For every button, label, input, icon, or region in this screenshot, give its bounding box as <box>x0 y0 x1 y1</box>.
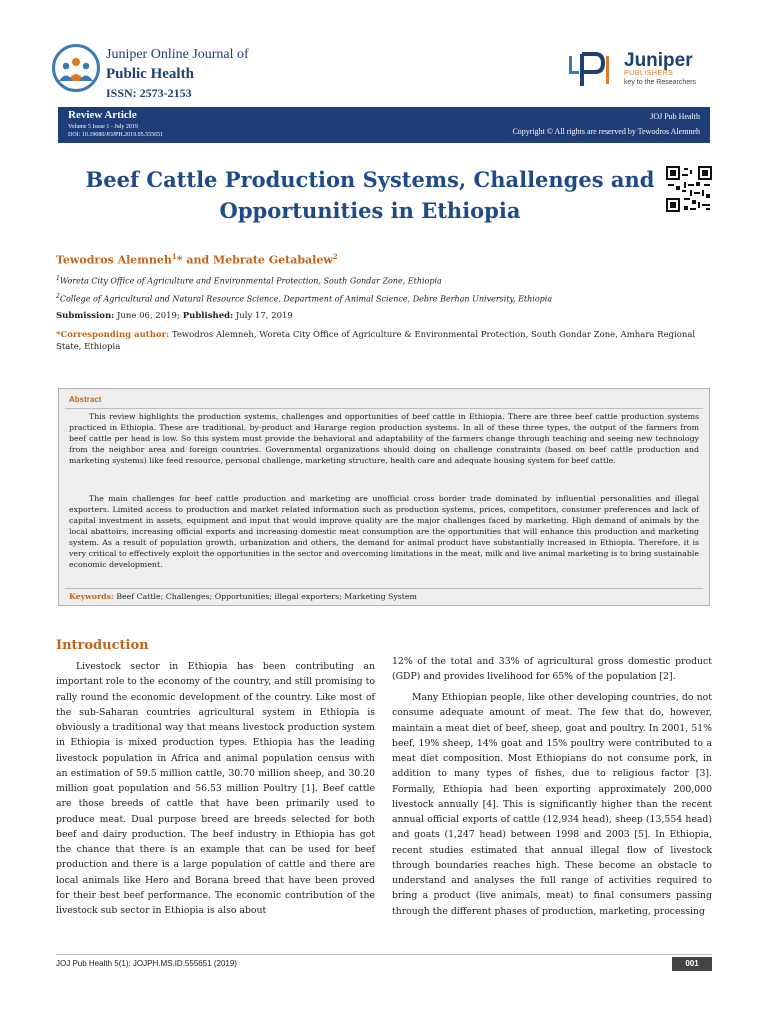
author-1-mark: * <box>176 253 183 267</box>
author-list <box>56 252 338 267</box>
author-1-sup: 1 <box>171 252 177 261</box>
jp-monogram-icon <box>568 50 620 90</box>
corresponding-author-label: *Corresponding author: <box>56 330 170 340</box>
volume-info: Volume 5 Issue 1 - July 2019 <box>68 124 138 130</box>
affiliation-2 <box>56 293 552 304</box>
author-2: and Mebrate Getabalew <box>182 253 333 267</box>
affiliation-1-sup: 1 <box>56 275 60 282</box>
introduction-heading: Introduction <box>56 638 149 653</box>
publisher-sub: PUBLISHERS <box>624 70 674 77</box>
intro-right-paragraph-1: 12% of the total and 33% of agricultural gross domestic product (GDP) and provides livelihood for 65% of the population [2]. <box>392 656 712 683</box>
footer-divider <box>56 954 712 955</box>
published-label: Published: <box>179 311 234 321</box>
published-date: July 17, 2019 <box>233 311 293 321</box>
affiliation-2-text: College of Agricultural and Natural Resource Science, Department of Animal Science, Debre Berhan University, Ethiopia <box>59 294 553 304</box>
abstract-divider <box>65 408 703 409</box>
article-info-band <box>58 107 710 143</box>
abstract-paragraph-2: The main challenges for beef cattle production and marketing are unofficial cross border trade dominated by influential personalities and illegal exporters. Limited access to production and market related information such as production systems, prices, competitors, consumer preferences and lack of capital investment in assets, equipment and input that would improve quality are the major challenges faced by marketing. High demand of animals by the local abattoirs, increasing official exports and increasing domestic meat consumption are the opportunities that will enhance this production and marketing system. As a result of population growth, urbanization and others, the demand for animal product have substantially increased in Ethiopia. Therefore, it is very critical to effectively exploit the opportunities in the sector and overcoming limitations in the meat, milk and live animal marketing is to bring sustainable economic development. <box>69 494 699 569</box>
intro-right-paragraph-2: Many Ethiopian people, like other developing countries, do not consume adequate amount of meat. The few that do, however, maintain a meat diet of beef, sheep, goat and poultry. In 2001, 51% beef, 19% sheep, 14% goat and 15% poultry were contributed to a meat diet composition. Most Ethiopians do not consume pork, in addition to many types of fishes, due to religious factor [3]. Formally, Ethiopia had been exporting approximately 200,000 livestock annually [4]. This is significantly higher than the recent annual official exports of cattle (12,934 head), sheep (13,554 head) and goats (1,247 head) between 1998 and 2003 [5]. In Ethiopia, recent studies estimated that annual illegal flow of livestock through boundaries reaches high. These become an obstacle to understand and analyses the full range of activities required to bring a product (live animals, meat) to final consumers passing through the different phases of production, marketing, processing <box>392 692 712 917</box>
page-number: 001 <box>672 957 712 971</box>
keywords <box>69 592 417 601</box>
keywords-text: Beef Cattle; Challenges; Opportunities; illegal exporters; Marketing System <box>113 592 417 601</box>
article-title: Beef Cattle Production Systems, Challenges and Opportunities in Ethiopia <box>85 167 655 223</box>
abstract-paragraph-1: This review highlights the production systems, challenges and opportunities of beef cattle in Ethiopia. There are three beef cattle production systems practiced in Ethiopia. These are traditional, by-product and Hararge region production systems. In all of these three types, the output of the farmers from beef cattle per head is low. So this system must provide the behavioral and adaptability of the farmers change through teaching and seeing new technology from the neighbor area and foreign countries. Governmental organizations should doing on challenge constraints (based on beef cattle production and marketing systems) like feed resource, personal challenge, marketing structure, health care and adequate housing system for beef cattle. <box>69 412 699 465</box>
affiliation-1 <box>56 275 442 286</box>
publisher-tagline: key to the Researchers <box>624 79 696 86</box>
affiliation-2-sup: 2 <box>56 293 60 300</box>
article-dates <box>56 311 293 321</box>
submission-label: Submission: <box>56 311 115 321</box>
journal-subject: Public Health <box>106 66 194 82</box>
qr-code-icon[interactable] <box>666 166 712 212</box>
doi-link[interactable]: DOI: 10.19080/JOJPH.2019.05.555651 <box>68 132 164 138</box>
keywords-divider <box>65 588 703 589</box>
affiliation-1-text: Woreta City Office of Agriculture and Environmental Protection, South Gondar Zone, Ethiopia <box>59 276 442 286</box>
journal-name: Juniper Online Journal of <box>106 47 249 62</box>
author-2-sup: 2 <box>332 252 338 261</box>
publisher-brand: Juniper <box>624 50 693 71</box>
journal-short-name: JOJ Pub Health <box>650 112 700 121</box>
keywords-label: Keywords: <box>69 592 114 601</box>
article-type: Review Article <box>68 109 137 121</box>
author-1: Tewodros Alemneh <box>56 253 172 267</box>
submission-date: June 06, 2019; <box>114 311 180 321</box>
copyright-notice: Copyright © All rights are reserved by Tewodros Alemneh <box>512 127 700 136</box>
journal-issn: ISSN: 2573-2153 <box>106 86 192 100</box>
corresponding-author <box>56 329 712 353</box>
intro-left-paragraph: Livestock sector in Ethiopia has been contributing an important role to the economy of the country, and still promising to rally round the economic development of the country. Like most of the sub-Saharan countries agricultural system in Ethiopia is obviously a traditional way that means livestock production system in Ethiopia is mixed production types. Ethiopia has the leading livestock population in Africa and animal population census with an estimation of 59.5 million cattle, 30.70 million sheep, and 30.20 million goat population and 56.53 million Poultry [1]. Beef cattle are those breeds of cattle that have been primarily used to produce meat. Dual purpose breed are breeds selected for both beef and dairy production. The beef industry in Ethiopia has got the chance that there is an example that can be used for beef production and there is a large population of cattle and there are local animals like Hero and Borana breed that have been proved for their best beef performance. The economic contribution of the livestock sub sector in Ethiopia is also about <box>56 661 375 916</box>
footer-citation: JOJ Pub Health 5(1): JOJPH.MS.ID.555651 (2019) <box>56 959 237 968</box>
corresponding-author-text: Tewodros Alemneh, Woreta City Office of Agriculture & Environmental Protection, South Gondar Zone, Amhara Regional State, Ethiopia <box>56 330 696 352</box>
abstract-box <box>58 388 710 606</box>
journal-logo-icon <box>52 44 100 92</box>
abstract-heading: Abstract <box>69 395 102 404</box>
